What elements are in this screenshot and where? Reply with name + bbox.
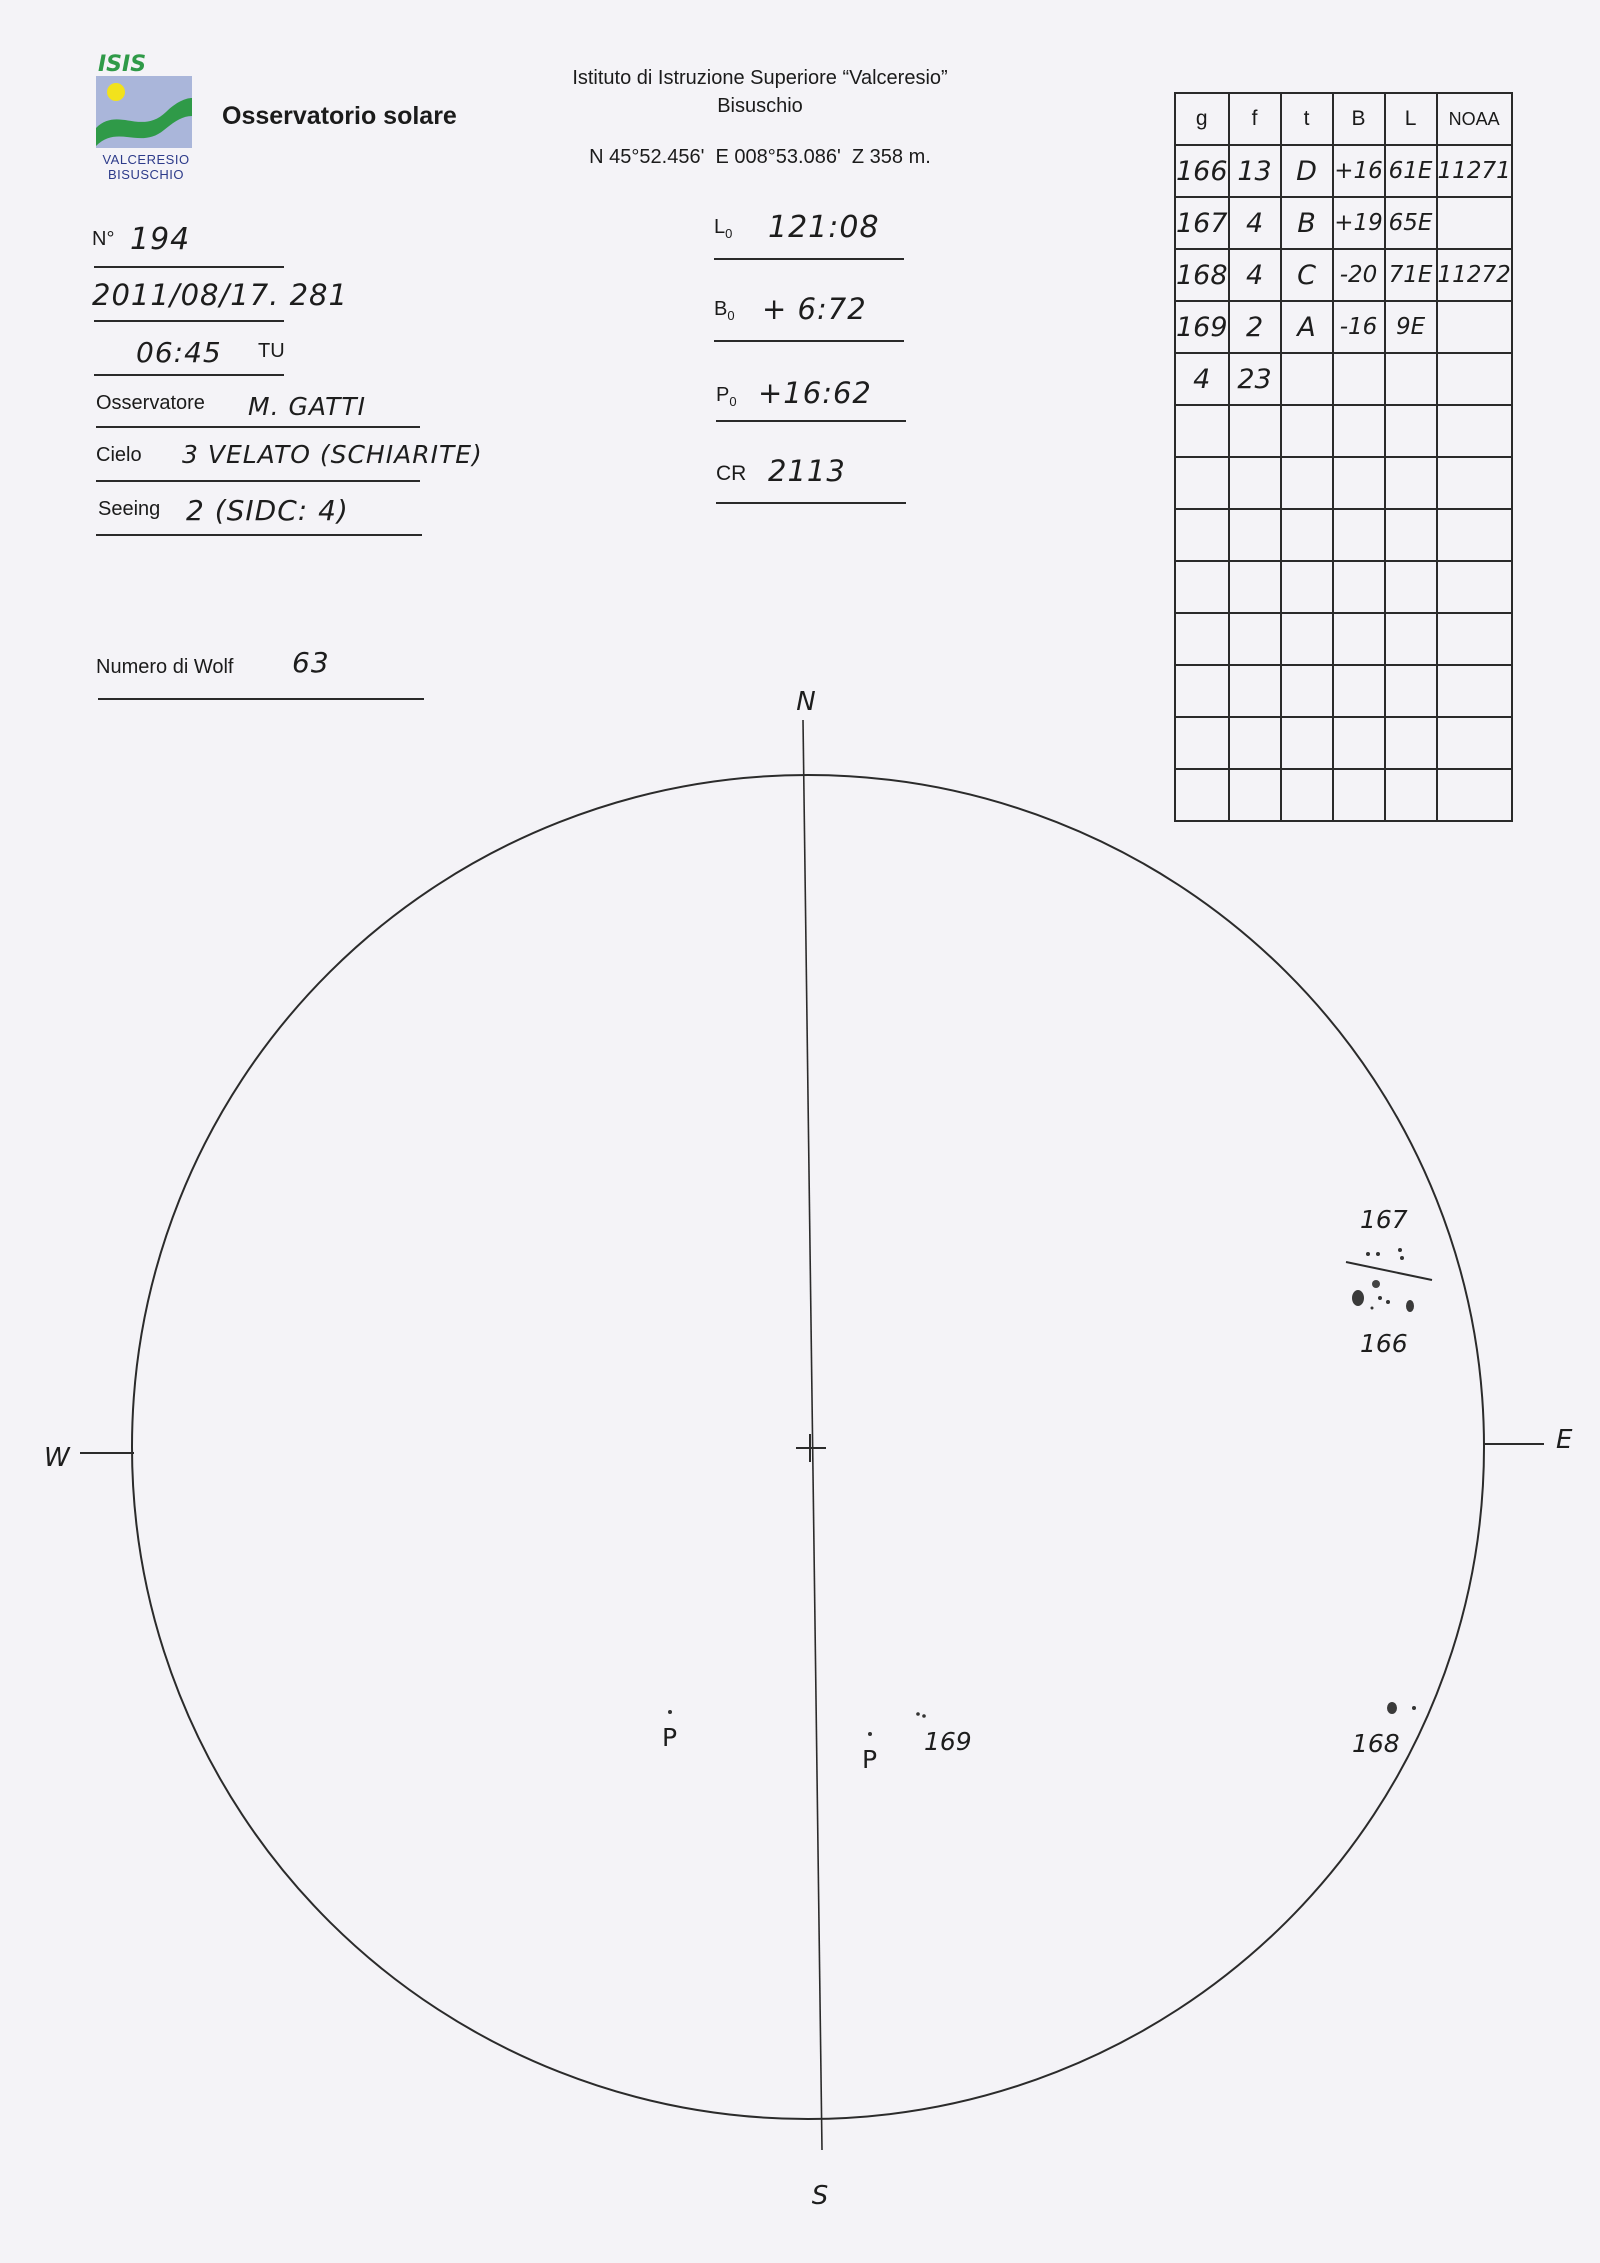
group-separator-line <box>1346 1262 1432 1280</box>
pore-mark-dot <box>868 1732 872 1736</box>
group-168-spot <box>1387 1702 1397 1714</box>
group-167-label: 167 <box>1360 1205 1408 1234</box>
group-166-spot <box>1386 1300 1390 1304</box>
observer-name: M. GATTI <box>248 392 367 421</box>
wolf-number: 63 <box>292 646 330 679</box>
group-167-spot <box>1366 1252 1370 1256</box>
header-g: g <box>1175 93 1229 145</box>
p0-value: +16:62 <box>758 376 872 410</box>
l0-value: 121:08 <box>768 210 880 245</box>
cell-group: 4 <box>1175 353 1229 405</box>
header-b: B <box>1333 93 1385 145</box>
group-166-spot <box>1352 1290 1364 1306</box>
cell-spots: 4 <box>1229 197 1281 249</box>
group-168-spot <box>1412 1706 1416 1710</box>
cell-latitude: +19 <box>1333 197 1385 249</box>
cell-noaa: 11272 <box>1437 249 1512 301</box>
cell-type: C <box>1281 249 1333 301</box>
pore-mark: P <box>662 1723 678 1752</box>
cell-group: 167 <box>1175 197 1229 249</box>
cell-longitude: 61E <box>1385 145 1437 197</box>
p0-label: $P_0$ <box>716 384 737 409</box>
b0-label: $B_0$ <box>714 298 735 323</box>
cell-latitude: -16 <box>1333 301 1385 353</box>
group-167-spot <box>1376 1252 1380 1256</box>
b0-value: + 6:72 <box>762 292 867 326</box>
header-noaa: NOAA <box>1437 93 1512 145</box>
seeing-label: Seeing <box>98 498 161 520</box>
cell-type: B <box>1281 197 1333 249</box>
group-166-spot <box>1371 1307 1374 1310</box>
cell-latitude: -20 <box>1333 249 1385 301</box>
station-coordinates: N 45°52.456' E 008°53.086' Z 358 m. <box>589 146 931 168</box>
pore-mark: P <box>862 1745 878 1774</box>
observation-time: 06:45 <box>136 336 222 369</box>
group-169-spot <box>922 1714 926 1718</box>
l0-label: $L_0$ <box>714 216 733 241</box>
school-name: Istituto di Istruzione Superiore “Valceresio” Bisuschio <box>572 67 948 117</box>
group-166-label: 166 <box>1360 1329 1408 1358</box>
south-label: S <box>811 2181 829 2211</box>
group-166-spot <box>1372 1280 1380 1288</box>
group-168-label: 168 <box>1352 1729 1400 1758</box>
west-label: W <box>44 1443 70 1473</box>
sky-label: Cielo <box>96 444 142 466</box>
cr-value: 2113 <box>768 454 846 488</box>
group-169-spot <box>916 1712 920 1716</box>
cell-spots: 13 <box>1229 145 1281 197</box>
cell-spots: 4 <box>1229 249 1281 301</box>
header-f: f <box>1229 93 1281 145</box>
group-167-spot <box>1400 1256 1404 1260</box>
pore-mark-dot <box>668 1710 672 1714</box>
cell-group: 169 <box>1175 301 1229 353</box>
north-label: N <box>796 687 816 717</box>
cell-noaa: 11271 <box>1437 145 1512 197</box>
svg-text:ISIS: ISIS <box>98 52 147 74</box>
number-label: N° <box>92 228 115 250</box>
cell-spots: 23 <box>1229 353 1281 405</box>
group-166-spot <box>1406 1300 1414 1312</box>
group-169-label: 169 <box>924 1727 972 1756</box>
cell-group: 168 <box>1175 249 1229 301</box>
group-166-spot <box>1378 1296 1382 1300</box>
cell-longitude: 71E <box>1385 249 1437 301</box>
seeing-value: 2 (SIDC: 4) <box>186 494 349 527</box>
wolf-label: Numero di Wolf <box>96 656 234 678</box>
observation-date: 2011/08/17. 281 <box>92 278 348 312</box>
observatory-name: Osservatorio solare <box>222 102 457 130</box>
sky-condition: 3 VELATO (SCHIARITE) <box>182 440 483 469</box>
cell-longitude: 65E <box>1385 197 1437 249</box>
cell-spots: 2 <box>1229 301 1281 353</box>
cell-longitude: 9E <box>1385 301 1437 353</box>
east-label: E <box>1556 1425 1573 1455</box>
observer-label: Osservatore <box>96 392 205 414</box>
time-unit: TU <box>258 340 285 362</box>
cell-group: 166 <box>1175 145 1229 197</box>
cr-label: CR <box>716 462 747 485</box>
logo-institution: VALCERESIO BISUSCHIO <box>102 152 190 182</box>
central-meridian-axis <box>803 720 822 2150</box>
header-t: t <box>1281 93 1333 145</box>
observation-number: 194 <box>130 222 191 257</box>
group-167-spot <box>1398 1248 1402 1252</box>
header-l: L <box>1385 93 1437 145</box>
cell-type: A <box>1281 301 1333 353</box>
cell-latitude: +16 <box>1333 145 1385 197</box>
cell-type: D <box>1281 145 1333 197</box>
